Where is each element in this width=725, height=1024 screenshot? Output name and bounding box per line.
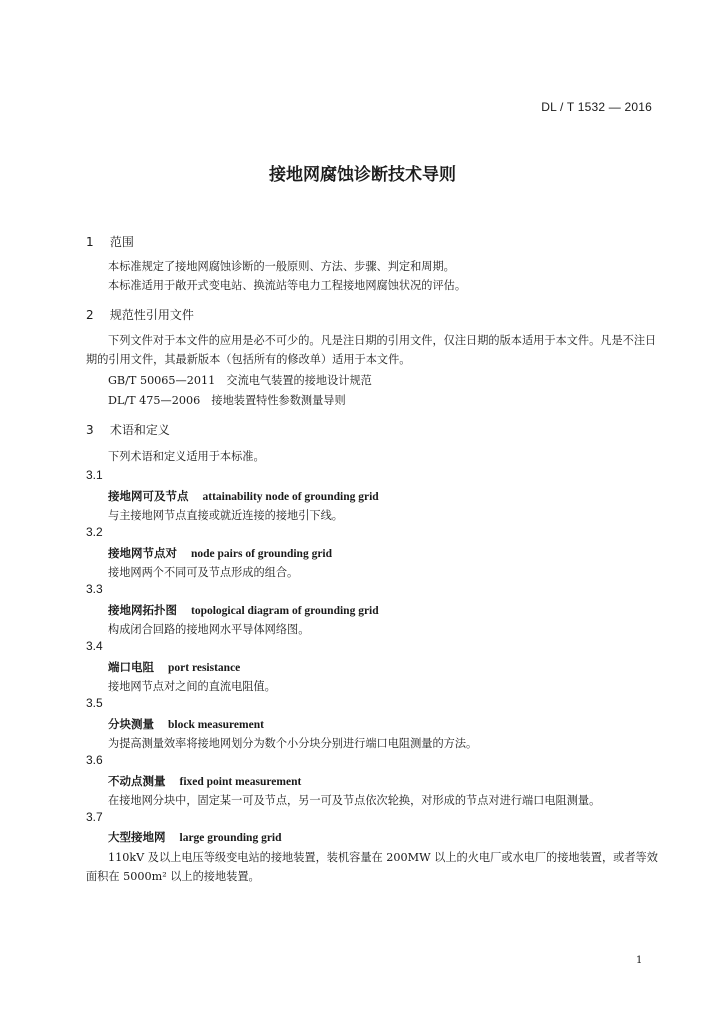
section-number: 2: [86, 308, 94, 322]
section-2-paragraph: 下列文件对于本文件的应用是必不可少的。凡是注日期的引用文件，仅注日期的版本适用于本文件。凡是不注日期的引用文件，其最新版本（包括所有的修改单）适用于本文件。: [86, 334, 657, 366]
term-english: node pairs of grounding grid: [191, 548, 333, 560]
section-number: 3: [86, 423, 94, 437]
section-title: 范围: [109, 235, 134, 249]
clause-number: 3.7: [86, 810, 103, 824]
term-english: block measurement: [168, 719, 264, 731]
section-1-paragraph-1: 本标准规定了接地网腐蚀诊断的一般原则、方法、步骤、判定和周期。: [108, 260, 455, 273]
section-title: 术语和定义: [109, 423, 170, 437]
term-definition: 110kV 及以上电压等级变电站的接地装置，装机容量在 200MW 以上的火电厂或水电厂的接地装置，或者等效面积在 5000m² 以上的接地装置。: [86, 851, 658, 883]
clause-number: 3.2: [86, 525, 103, 539]
document-title: 接地网腐蚀诊断技术导则: [269, 165, 456, 185]
term-english: port resistance: [168, 662, 241, 674]
term-definition: 接地网两个不同可及节点形成的组合。: [108, 566, 299, 579]
clause-number: 3.1: [86, 468, 103, 482]
section-title: 规范性引用文件: [109, 308, 194, 322]
term-chinese: 不动点测量: [108, 774, 166, 788]
term-heading: [108, 488, 379, 504]
term-english: large grounding grid: [179, 832, 282, 844]
section-1-paragraph-2: 本标准适用于敞开式变电站、换流站等电力工程接地网腐蚀状况的评估。: [108, 279, 467, 292]
section-1-heading: [86, 233, 134, 250]
term-heading: [108, 716, 264, 732]
reference-gb-50065: GB/T 50065—2011 交流电气装置的接地设计规范: [108, 374, 372, 387]
term-heading: [108, 602, 379, 618]
term-english: attainability node of grounding grid: [202, 491, 379, 503]
term-definition: 为提高测量效率将接地网划分为数个小分块分别进行端口电阻测量的方法。: [108, 737, 478, 750]
section-3-heading: [86, 421, 170, 438]
term-definition: 构成闭合回路的接地网水平导体网络图。: [108, 623, 310, 636]
term-definition: 接地网节点对之间的直流电阻值。: [108, 680, 276, 693]
reference-dl-475: DL/T 475—2006 接地装置特性参数测量导则: [108, 394, 346, 407]
standard-code: DL / T 1532 — 2016: [541, 100, 652, 114]
clause-number: 3.4: [86, 639, 103, 653]
term-heading: [108, 829, 282, 845]
term-chinese: 分块测量: [108, 717, 154, 731]
term-chinese: 接地网可及节点: [108, 489, 189, 503]
clause-number: 3.5: [86, 696, 103, 710]
term-definition: 与主接地网节点直接或就近连接的接地引下线。: [108, 509, 343, 522]
term-heading: [108, 773, 301, 789]
term-heading: [108, 545, 332, 561]
term-chinese: 接地网节点对: [108, 546, 177, 560]
section-3-paragraph: 下列术语和定义适用于本标准。: [108, 450, 265, 463]
term-chinese: 大型接地网: [108, 830, 166, 844]
term-english: fixed point measurement: [179, 776, 302, 788]
term-chinese: 端口电阻: [108, 660, 154, 674]
term-english: topological diagram of grounding grid: [191, 605, 379, 617]
clause-number: 3.6: [86, 753, 103, 767]
clause-number: 3.3: [86, 582, 103, 596]
term-heading: [108, 659, 240, 675]
term-definition: 在接地网分块中，固定某一可及节点，另一可及节点依次轮换，对形成的节点对进行端口电阻测量。: [108, 794, 601, 807]
section-number: 1: [86, 235, 94, 249]
page-number: 1: [636, 955, 643, 966]
term-chinese: 接地网拓扑图: [108, 603, 177, 617]
section-2-heading: [86, 306, 194, 323]
